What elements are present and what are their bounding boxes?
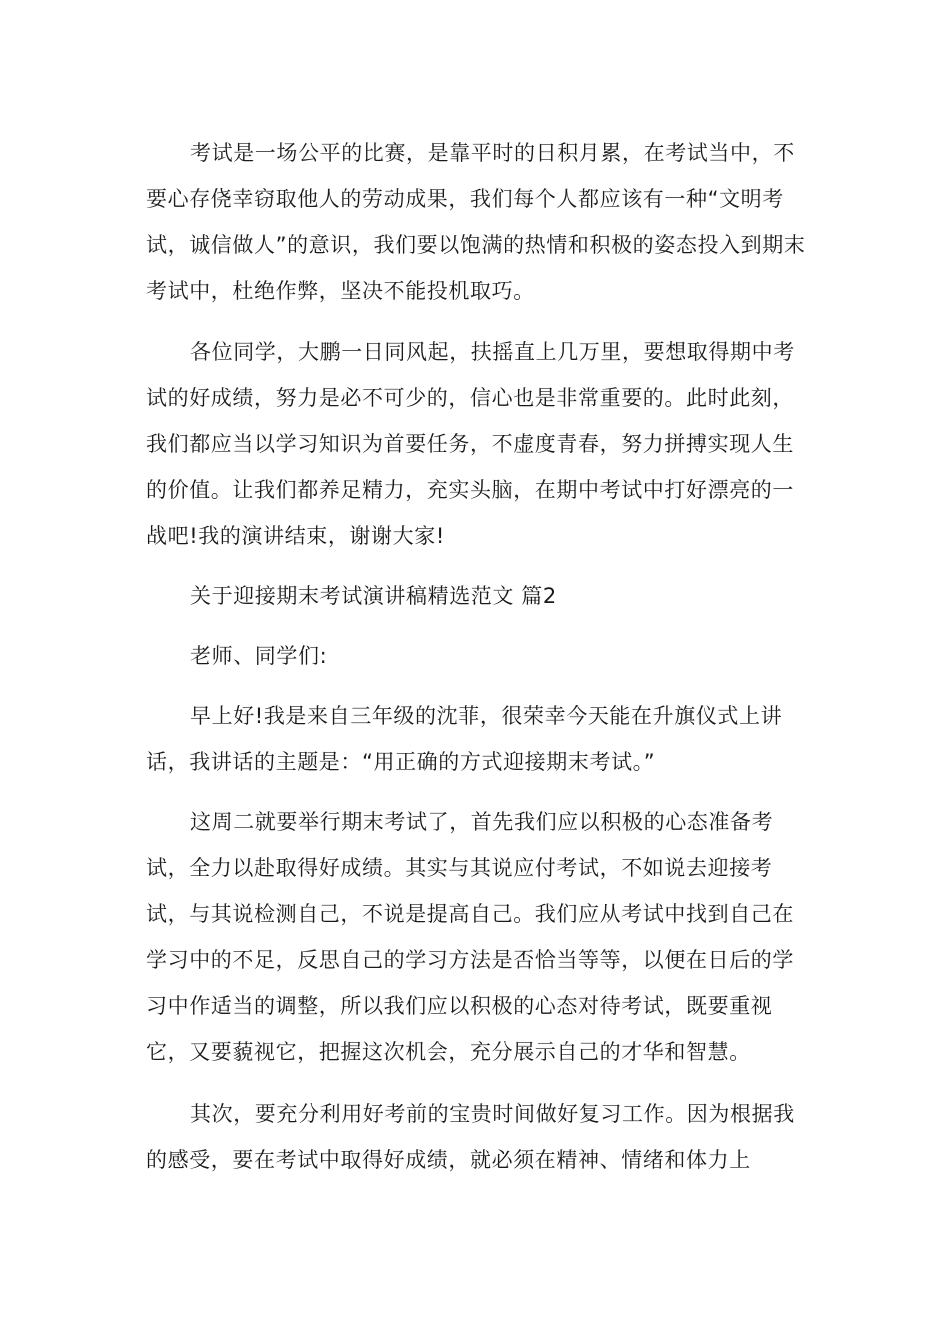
section-title: 关于迎接期末考试演讲稿精选范文 篇2	[190, 584, 557, 608]
paragraph: 早上好!我是来自三年级的沈菲，很荣幸今天能在升旗仪式上讲话，我讲话的主题是：“用正确的方式迎接期末考试。”	[146, 704, 783, 774]
greeting: 老师、同学们:	[190, 644, 328, 668]
document-body	[146, 130, 806, 1183]
paragraph: 其次，要充分利用好考前的宝贵时间做好复习工作。因为根据我的感受，要在考试中取得好成绩，就必须在精神、情绪和体力上	[146, 1102, 795, 1172]
paragraph: 考试是一场公平的比赛，是靠平时的日积月累，在考试当中，不要心存侥幸窃取他人的劳动成果，我们每个人都应该有一种“文明考试，诚信做人”的意识，我们要以饱满的热情和积极的姿态投入到期末考试中，杜绝作弊，坚决不能投机取巧。	[146, 141, 806, 303]
paragraph: 各位同学，大鹏一日同风起，扶摇直上几万里，要想取得期中考试的好成绩，努力是必不可少的，信心也是非常重要的。此时此刻，我们都应当以学习知识为首要任务，不虚度青春，努力拼搏实现人生的价值。让我们都养足精力，充实头脑，在期中考试中打好漂亮的一战吧!我的演讲结束，谢谢大家!	[146, 340, 795, 548]
paragraph: 这周二就要举行期末考试了，首先我们应以积极的心态准备考试，全力以赴取得好成绩。其实与其说应付考试，不如说去迎接考试，与其说检测自己，不说是提高自己。我们应从考试中找到自己在学习中的不足，反思自己的学习方法是否恰当等等，以便在日后的学习中作适当的调整，所以我们应以积极的心态对待考试，既要重视它，又要藐视它，把握这次机会，充分展示自己的才华和智慧。	[146, 810, 794, 1064]
